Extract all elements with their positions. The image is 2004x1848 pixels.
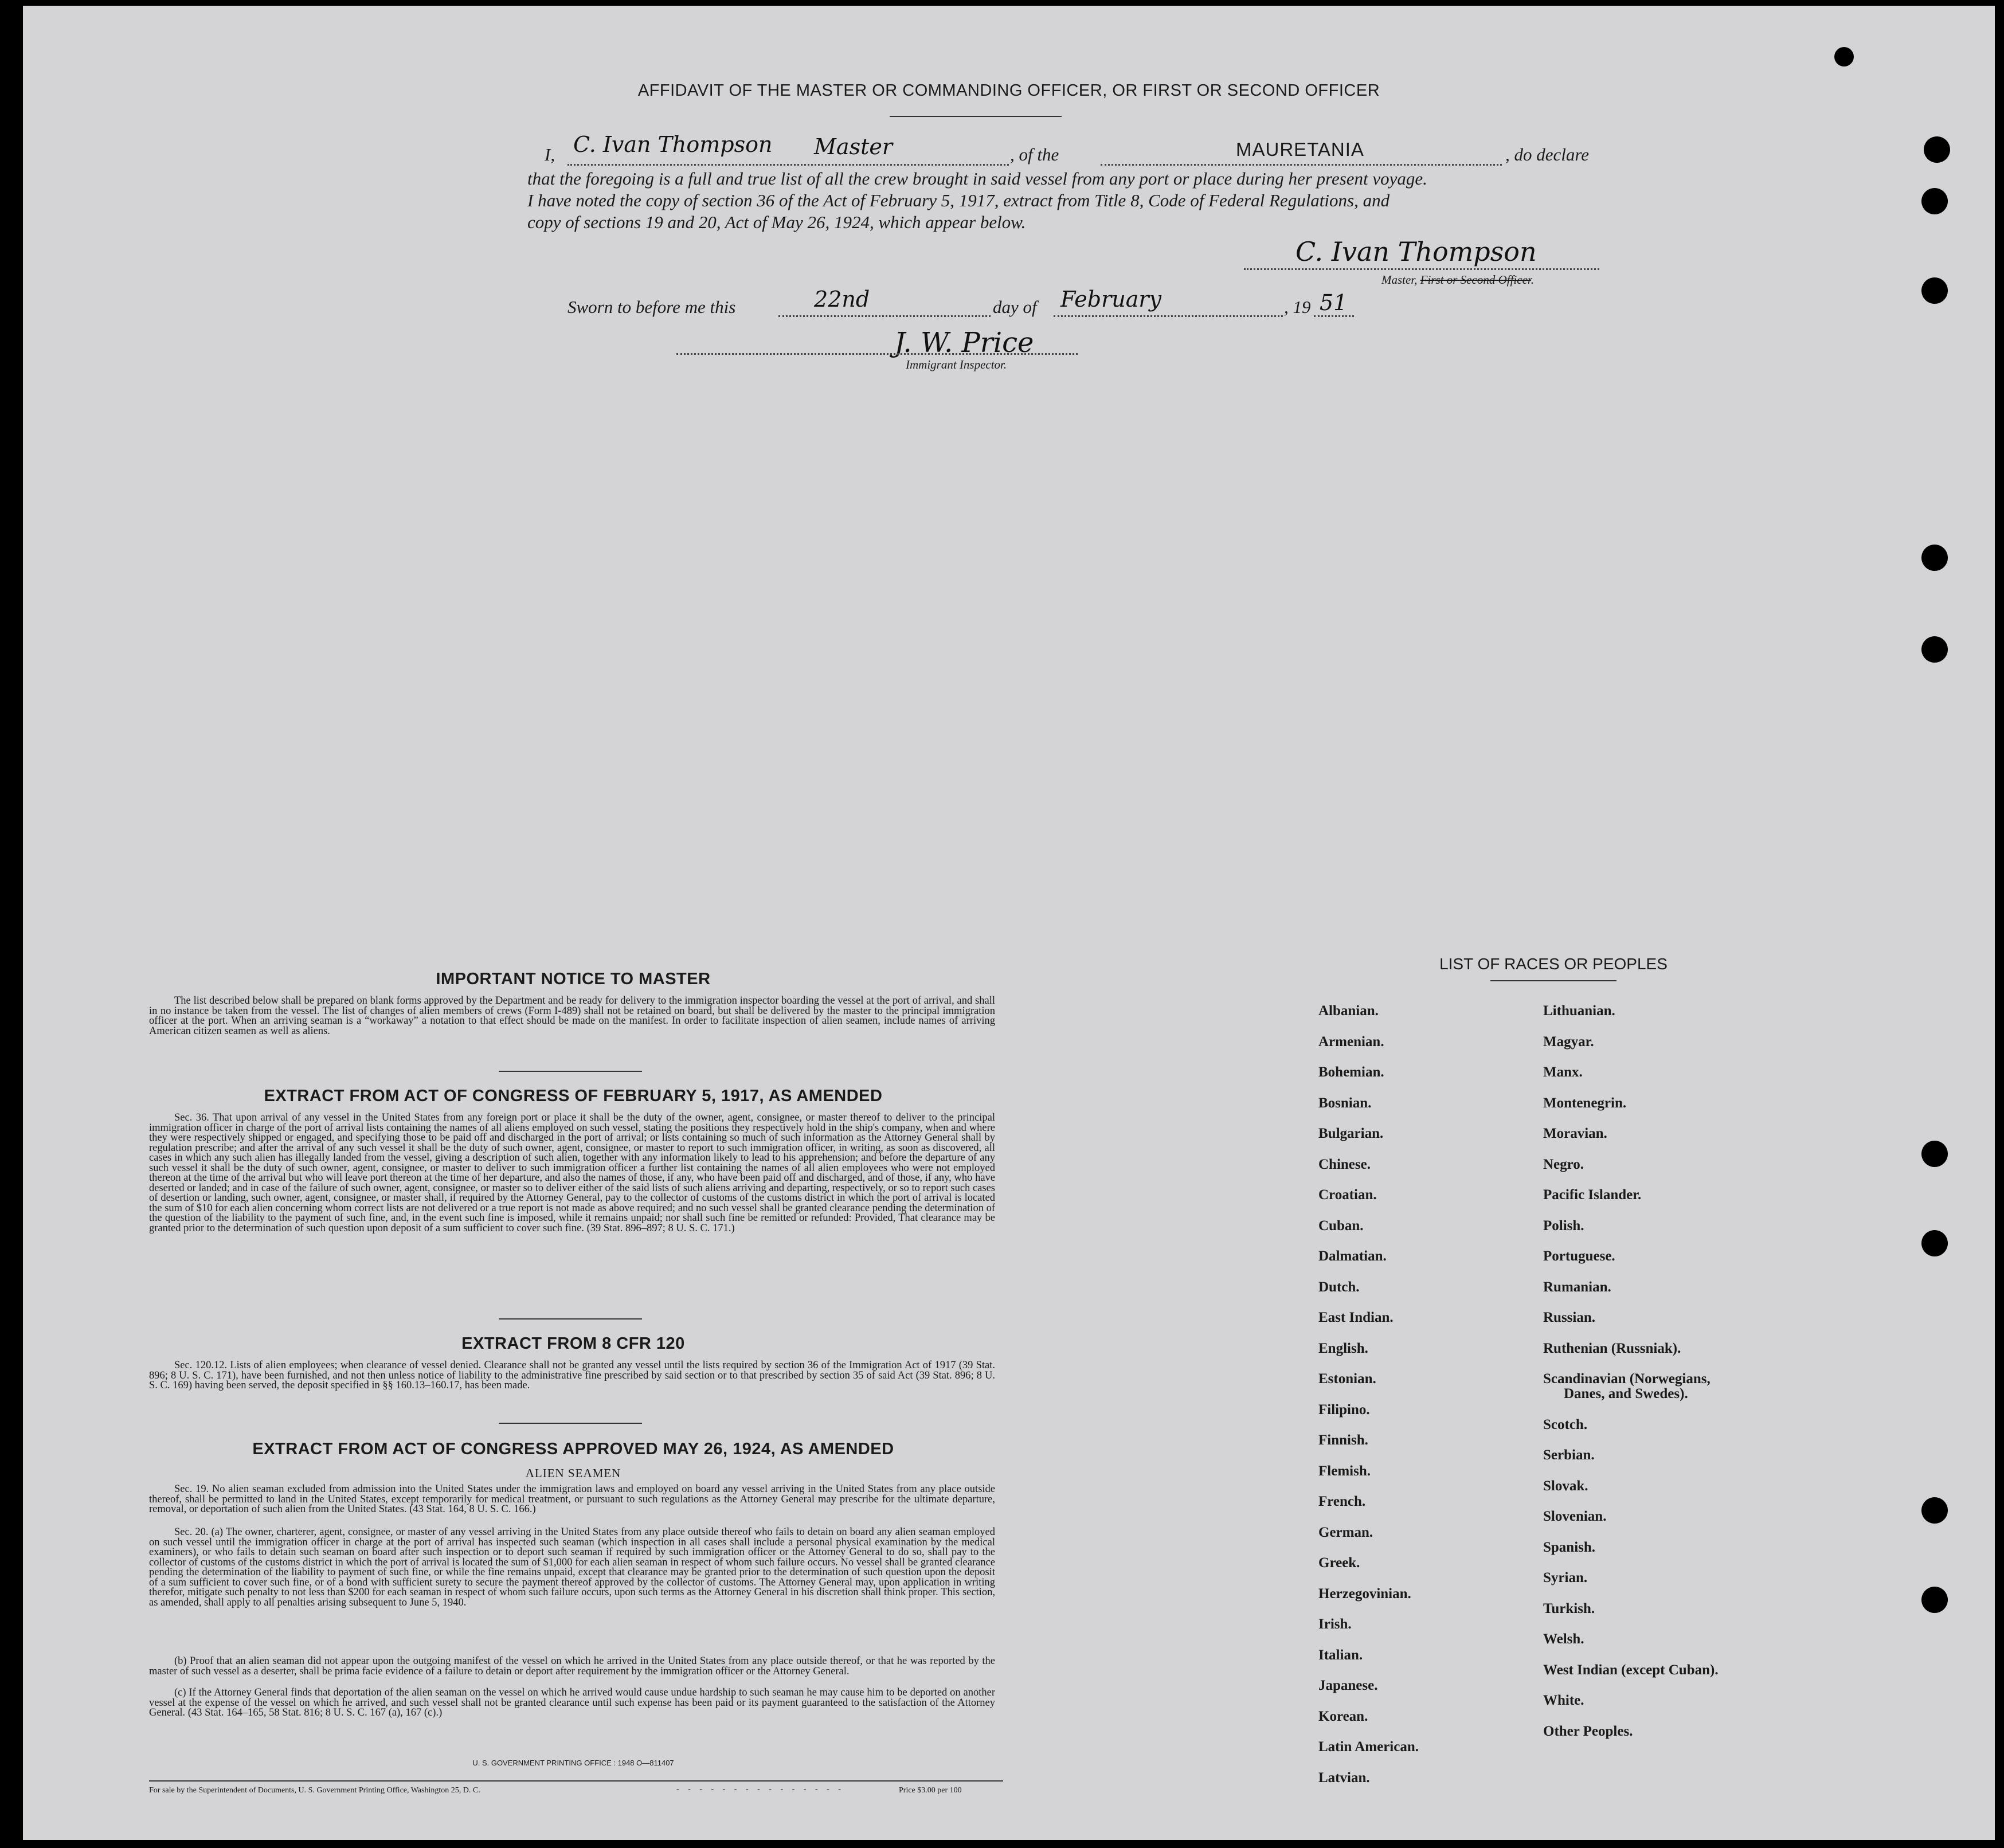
race-item: Slovak. — [1543, 1478, 1588, 1494]
race-item: Chinese. — [1318, 1156, 1371, 1172]
race-item: Negro. — [1543, 1156, 1584, 1172]
race-item: Slovenian. — [1543, 1509, 1607, 1524]
signature-line — [1244, 268, 1599, 270]
race-item: Danes, and Swedes). — [1564, 1386, 1688, 1401]
dotted-line — [1101, 164, 1502, 166]
caption-struck-officer: First or Second Officer — [1420, 273, 1531, 287]
race-item: Montenegrin. — [1543, 1095, 1627, 1111]
punch-hole — [1921, 545, 1948, 571]
alien-seamen-subtitle: ALIEN SEAMEN — [525, 1466, 621, 1480]
section-rule — [499, 1071, 642, 1072]
punch-hole — [1834, 47, 1854, 66]
race-item: Portuguese. — [1543, 1248, 1615, 1264]
race-item: Syrian. — [1543, 1570, 1588, 1585]
race-item: Cuban. — [1318, 1217, 1364, 1234]
race-item: Filipino. — [1318, 1401, 1370, 1418]
race-item: West Indian (except Cuban). — [1543, 1662, 1719, 1678]
master-name-handwritten: C. Ivan Thompson — [573, 132, 773, 157]
sworn-month-handwritten: February — [1060, 287, 1162, 312]
race-item: Spanish. — [1543, 1539, 1596, 1555]
printing-office-imprint: U. S. GOVERNMENT PRINTING OFFICE : 1948 O—811407 — [472, 1759, 674, 1767]
race-item: Serbian. — [1543, 1447, 1595, 1463]
caption-master: Master, — [1381, 273, 1418, 287]
dotted-line — [1314, 315, 1354, 317]
race-item: English. — [1318, 1340, 1368, 1356]
race-item: Dutch. — [1318, 1279, 1360, 1295]
race-item: Irish. — [1318, 1616, 1352, 1632]
footer-rule — [149, 1780, 1003, 1782]
section-rule — [499, 1423, 642, 1424]
inspector-caption: Immigrant Inspector. — [906, 358, 1007, 371]
race-item: Italian. — [1318, 1647, 1363, 1663]
race-item: Scandinavian (Norwegians, — [1543, 1371, 1711, 1387]
extract-1917-body: Sec. 36. That upon arrival of any vessel in the United States from any foreign port or place it shall be the duty of the owner, agent, consignee, or master thereof to deliver to the principal immigration officer in charge of the port of arrival lists containing the names of all aliens employed on such vessel, stating the positions they respectively hold in the ship's company, when and where they were respectively shipped or engaged, and specifying those to be paid off and discharged in the port of arrival; or lists containing so much of such information as the Attorney General shall by regulation prescribe; and after the arrival of any such vessel it shall be the duty of such owner, agent, consignee, or master to report to such immigration officer, in writing, as soon as discovered, all cases in which any such alien has illegally landed from the vessel, giving a description of such alien, together with any information likely to lead to his apprehension; and before the departure of any such vessel it shall be the duty of such owner, agent, consignee, or master to deliver to such immigration officer a further list containing the names of all alien employees who were not employed thereon at the time of the arrival but who will leave port thereon at the time of her departure, and also the names of those, if any, who have been paid off and discharged, and of those, if any, who have deserted or landed; and in case of the failure of such owner, agent, consignee, or master so to deliver either of the said lists of such aliens arriving and departing, respectively, or so to report such cases of desertion or landing, such owner, agent, consignee, or master shall, if required by the Attorney General, pay to the collector of customs of the customs district in which the port of arrival is located the sum of $10 for each alien concerning whom correct lists are not delivered or a true report is not made as above required; and no such vessel shall be granted clearance pending the determination of the question of the liability to the payment of such fine, and, in the event such fine is imposed, while it remains unpaid; nor shall such fine be remitted or refunded: Provided, That clearance may be granted prior to the determination of such question upon deposit of a sum sufficient to cover such fine. (39 Stat. 896–897; 8 U. S. C. 171.) — [149, 1112, 995, 1234]
footer-dots: - - - - - - - - - - - - - - - — [676, 1785, 844, 1794]
notice-title: IMPORTANT NOTICE TO MASTER — [436, 970, 711, 988]
race-item: Pacific Islander. — [1543, 1187, 1642, 1203]
sec-19-body: Sec. 19. No alien seaman excluded from admission into the United States under the immigration laws and employed on board any vessel arriving in the United States from any place outside thereof, shall be permitted to land in the United States, except temporarily for medical treatment, or pursuant to such regulations as the Attorney General may prescribe for the ultimate departure, removal, or deportation of such alien from the United States. (43 Stat. 164, 8 U. S. C. 166.) — [149, 1483, 995, 1515]
race-item: Latvian. — [1318, 1769, 1370, 1786]
race-item: Other Peoples. — [1543, 1723, 1633, 1739]
title-rule — [890, 116, 1062, 117]
race-item: Ruthenian (Russniak). — [1543, 1340, 1681, 1356]
affidavit-line-4: copy of sections 19 and 20, Act of May 26, 1924, which appear below. — [527, 212, 1026, 232]
year-handwritten: 51 — [1320, 290, 1348, 315]
race-item: Herzegovinian. — [1318, 1585, 1411, 1602]
race-item: Bulgarian. — [1318, 1126, 1384, 1141]
race-item: Armenian. — [1318, 1033, 1384, 1050]
race-item: Scotch. — [1543, 1416, 1588, 1432]
race-item: Magyar. — [1543, 1033, 1594, 1050]
race-item: Moravian. — [1543, 1126, 1607, 1141]
punch-hole — [1921, 1230, 1948, 1256]
dotted-line — [567, 164, 1009, 166]
extract-1924-title: EXTRACT FROM ACT OF CONGRESS APPROVED MAY 26, 1924, AS AMENDED — [252, 1440, 894, 1458]
races-rule — [1490, 980, 1616, 981]
race-item: Dalmatian. — [1318, 1248, 1387, 1264]
race-item: German. — [1318, 1524, 1373, 1540]
sworn-day-handwritten: 22nd — [814, 287, 870, 312]
race-item: Croatian. — [1318, 1187, 1377, 1203]
race-item: Turkish. — [1543, 1600, 1595, 1616]
race-item: French. — [1318, 1494, 1366, 1509]
punch-hole — [1921, 277, 1948, 304]
caption-period: . — [1531, 273, 1534, 287]
races-title: LIST OF RACES OR PEOPLES — [1439, 955, 1668, 973]
punch-hole — [1921, 636, 1948, 663]
race-item: Estonian. — [1318, 1371, 1376, 1387]
sworn-label: Sworn to before me this — [567, 297, 736, 317]
signature-line — [676, 353, 1078, 355]
race-item: Finnish. — [1318, 1432, 1368, 1448]
punch-hole — [1924, 136, 1950, 163]
race-item: Polish. — [1543, 1217, 1584, 1234]
extract-cfr-title: EXTRACT FROM 8 CFR 120 — [461, 1334, 685, 1353]
dotted-line — [1054, 315, 1283, 317]
dotted-line — [778, 315, 991, 317]
document-page — [23, 6, 1995, 1840]
race-item: Russian. — [1543, 1310, 1596, 1325]
affidavit-line-3: I have noted the copy of section 36 of the Act of February 5, 1917, extract from Title 8, Code of Federal Regulations, and — [527, 190, 1390, 210]
race-item: Japanese. — [1318, 1678, 1378, 1693]
race-item: Rumanian. — [1543, 1279, 1611, 1295]
extract-1917-title: EXTRACT FROM ACT OF CONGRESS OF FEBRUARY 5, 1917, AS AMENDED — [264, 1087, 883, 1105]
affidavit-i: I, — [545, 144, 555, 165]
race-item: Korean. — [1318, 1708, 1368, 1724]
race-item: East Indian. — [1318, 1310, 1394, 1325]
vessel-name: MAURETANIA — [1236, 139, 1364, 160]
footer-sale-note: For sale by the Superintendent of Documents, U. S. Government Printing Office, Washington 25, D. C. — [149, 1786, 480, 1795]
punch-hole — [1921, 1497, 1948, 1524]
inspector-signature: J. W. Price — [894, 327, 1034, 359]
sec-20a-body: Sec. 20. (a) The owner, charterer, agent, consignee, or master of any vessel arriving in the United States from any place outside thereof who fails to detain on board any alien seaman employed on such vessel until the immigration officer in charge at the port of arrival has inspected such seaman (which inspection in all cases shall include a personal physical examination by the medical examiners), or who fails to detain such seaman on board after such inspection or to deport such seaman if required by such immigration officer or the Attorney General to do so, shall pay to the collector of customs of the customs district in which the port of arrival is located the sum of $1,000 for each alien seaman in respect of whom such failure occurs. No vessel shall be granted clearance pending the determination of the liability to payment of such fine, or while the fine remains unpaid, except that clearance may be granted prior to the determination of such question upon the deposit of a sum sufficient to cover such fine, or of a bond with sufficient surety to secure the payment thereof approved by the collector of customs. The Attorney General may, upon application in writing therefor, mitigate such penalty to not less than $200 for each seaman in respect of whom such failure occurs, upon such terms as the Attorney General in his discretion shall think proper. This section, as amended, shall apply to all penalties arising subsequent to June 5, 1940. — [149, 1526, 995, 1608]
race-item: Welsh. — [1543, 1631, 1584, 1647]
day-of-label: day of — [993, 297, 1037, 317]
affidavit-line-2: that the foregoing is a full and true list of all the crew brought in said vessel from any port or place during her present voyage. — [527, 169, 1427, 189]
sec-20c-body: (c) If the Attorney General finds that deportation of the alien seaman on the vessel on which he arrived would cause undue hardship to such seaman he may cause him to be deported on another vessel at the expense of the vessel on which he arrived, and such vessel shall not be granted clearance until such expense has been paid or its payment guaranteed to the satisfaction of the Attorney General. (43 Stat. 164–165, 58 Stat. 816; 8 U. S. C. 167 (a), 167 (c).) — [149, 1687, 995, 1718]
section-rule — [499, 1318, 642, 1320]
signature-caption — [1381, 273, 1534, 287]
rank-handwritten: Master — [814, 134, 893, 159]
race-item: Manx. — [1543, 1064, 1583, 1080]
race-item: Lithuanian. — [1543, 1003, 1615, 1019]
punch-hole — [1921, 1587, 1948, 1613]
race-item: Albanian. — [1318, 1003, 1379, 1019]
do-declare-label: , do declare — [1505, 144, 1590, 165]
of-the-label: , of the — [1010, 144, 1059, 165]
notice-body: The list described below shall be prepared on blank forms approved by the Department and be ready for delivery to the immigration inspector boarding the vessel at the port of arrival, and shall in no instance be taken from the vessel. The list of changes of alien members of crews (Form I-489) shall not be retained on board, but shall be delivered by the master to the principal immigration officer at the port. When an arriving seaman is a “workaway” a notation to that effect should be made on the manifest. In order to facilitate inspection of alien seamen, include names of arriving American citizen seamen as well as aliens. — [149, 995, 995, 1037]
punch-hole — [1921, 188, 1948, 214]
race-item: Greek. — [1318, 1555, 1360, 1571]
year-prefix: , 19 — [1284, 297, 1311, 317]
master-signature: C. Ivan Thompson — [1295, 236, 1537, 267]
race-item: White. — [1543, 1693, 1584, 1708]
punch-hole — [1921, 1141, 1948, 1167]
race-item: Latin American. — [1318, 1739, 1419, 1755]
extract-cfr-body: Sec. 120.12. Lists of alien employees; when clearance of vessel denied. Clearance shall not be granted any vessel until the lists required by section 36 of the Immigration Act of 1917 (39 Stat. 896; 8 U. S. C. 171), have been furnished, and not then unless notice of liability to the administrative fine prescribed by said section or to that prescribed by section 35 of said Act (39 Stat. 896; 8 U. S. C. 169) having been served, the deposit specified in §§ 160.13–160.17, has been made. — [149, 1360, 995, 1391]
race-item: Flemish. — [1318, 1463, 1371, 1479]
race-item: Bohemian. — [1318, 1064, 1384, 1080]
affidavit-title: AFFIDAVIT OF THE MASTER OR COMMANDING OFFICER, OR FIRST OR SECOND OFFICER — [637, 81, 1380, 100]
footer-price: Price $3.00 per 100 — [899, 1786, 962, 1795]
sec-20b-body: (b) Proof that an alien seaman did not appear upon the outgoing manifest of the vessel on which he arrived in the United States from any place outside thereof, or that he was reported by the master of such vessel as a deserter, shall be prima facie evidence of a failure to detain or deport after requirement by the immigration officer or the Attorney General. — [149, 1655, 995, 1677]
race-item: Bosnian. — [1318, 1095, 1372, 1111]
